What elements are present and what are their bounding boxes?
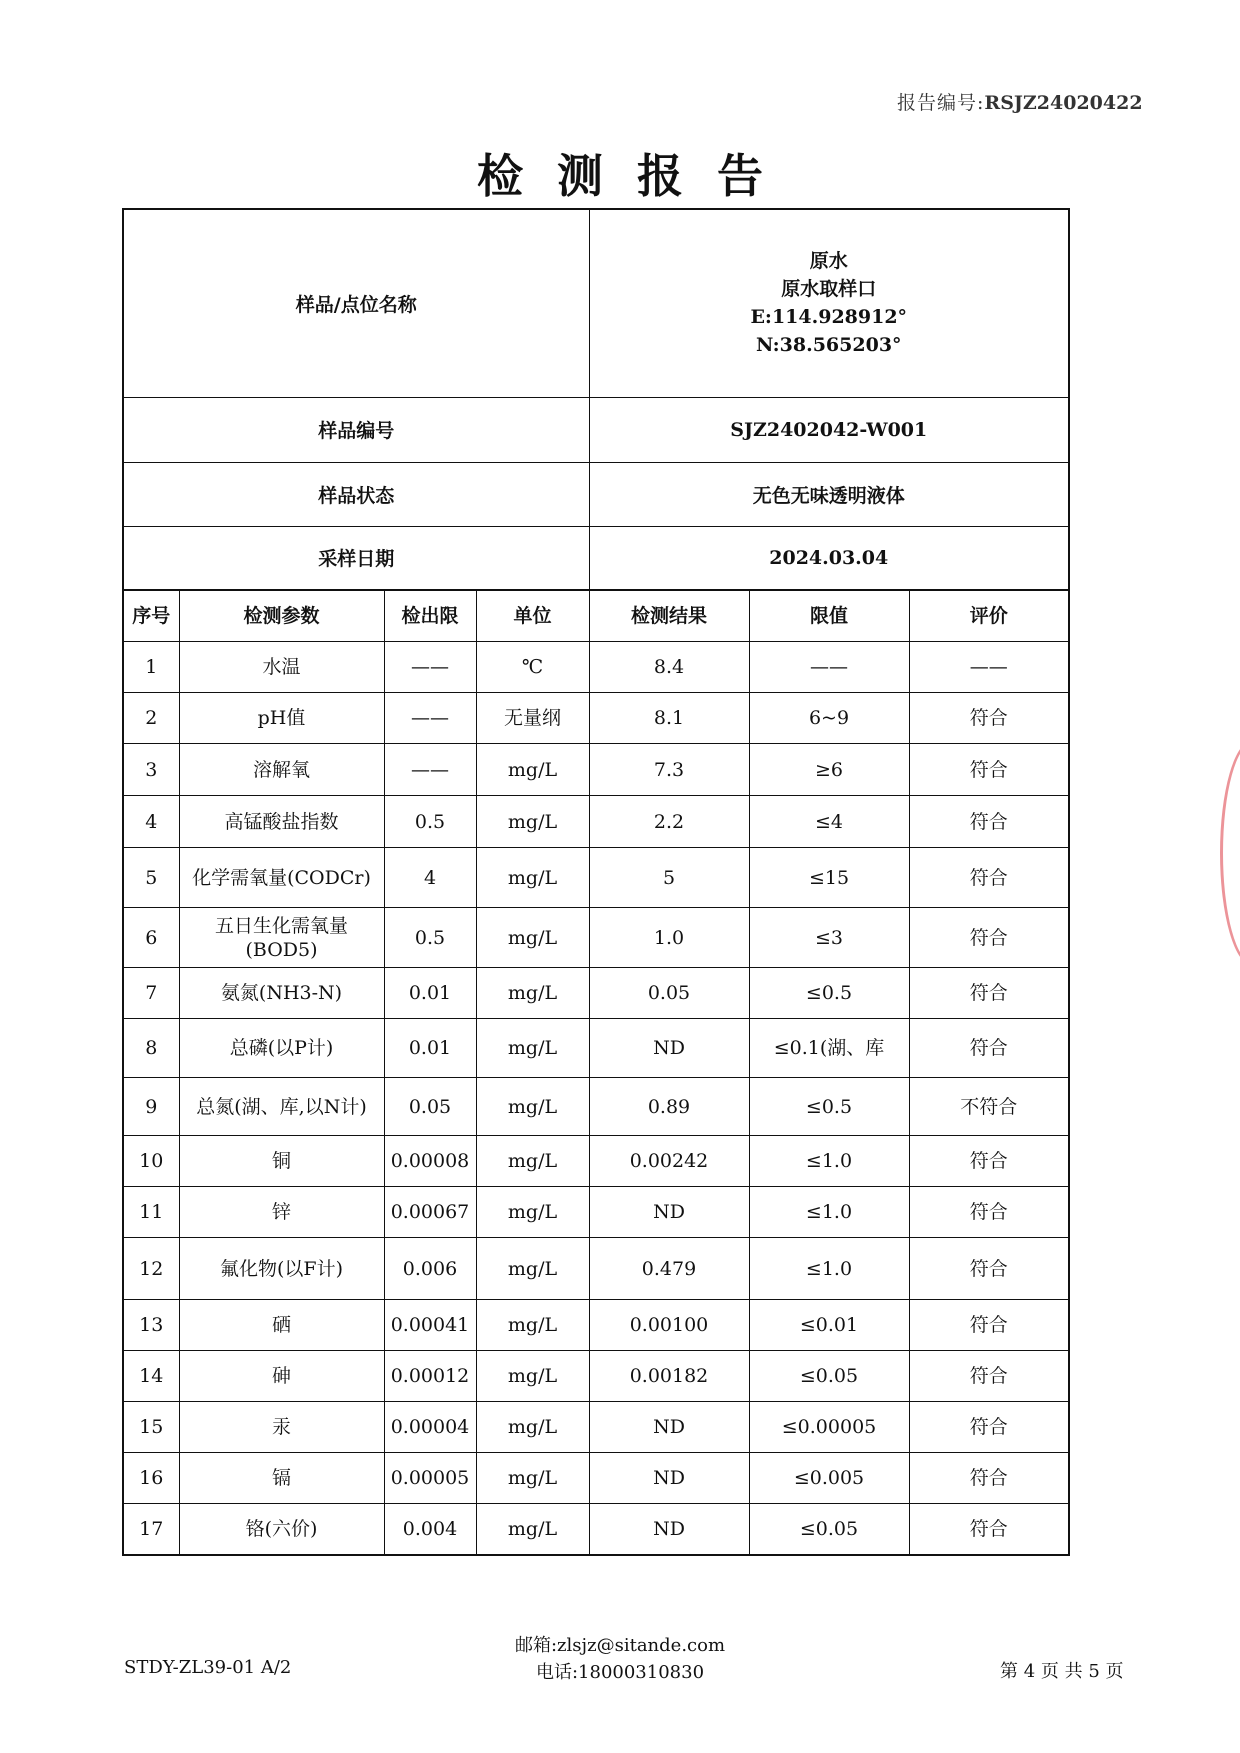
sample-name-line: N:38.565203° (755, 334, 902, 357)
table-cell: 氨氮(NH3-N) (179, 968, 384, 1019)
info-row-sampling-date (123, 526, 1069, 590)
table-cell: 17 (123, 1504, 179, 1555)
table-row (123, 1238, 1069, 1300)
email-label: 邮箱: (514, 1635, 558, 1656)
table-cell: 铜 (179, 1136, 384, 1187)
table-cell: 0.006 (384, 1238, 476, 1300)
table-cell: ND (589, 1187, 749, 1238)
table-cell: ≤0.00005 (749, 1402, 909, 1453)
table-cell: 0.00242 (589, 1136, 749, 1187)
table-cell: 符合 (909, 1019, 1069, 1078)
table-row (123, 693, 1069, 744)
column-header: 单位 (476, 590, 589, 642)
table-cell: mg/L (476, 1078, 589, 1136)
table-cell: ≤0.1(湖、库 (749, 1019, 909, 1078)
info-row-sample-id (123, 397, 1069, 462)
table-cell: 溶解氧 (179, 744, 384, 796)
table-cell: 8.4 (589, 642, 749, 693)
table-cell: mg/L (476, 1300, 589, 1351)
table-row (123, 1300, 1069, 1351)
table-row (123, 908, 1069, 968)
table-cell: 11 (123, 1187, 179, 1238)
table-cell: —— (384, 693, 476, 744)
table-cell: 6 (123, 908, 179, 968)
report-number-label: 报告编号: (897, 92, 985, 114)
table-cell: 无量纲 (476, 693, 589, 744)
table-cell: 0.00004 (384, 1402, 476, 1453)
table-cell: 2.2 (589, 796, 749, 848)
table-cell: 高锰酸盐指数 (179, 796, 384, 848)
table-cell: 符合 (909, 1351, 1069, 1402)
table-cell: 0.01 (384, 1019, 476, 1078)
table-cell: 0.00005 (384, 1453, 476, 1504)
table-cell: 铬(六价) (179, 1504, 384, 1555)
table-row (123, 796, 1069, 848)
table-cell: mg/L (476, 848, 589, 908)
sample-id-value: SJZ2402042-W001 (589, 397, 1069, 462)
table-row (123, 1453, 1069, 1504)
report-number (897, 88, 1143, 115)
table-cell: 0.479 (589, 1238, 749, 1300)
column-header: 检测参数 (179, 590, 384, 642)
table-row (123, 1504, 1069, 1555)
info-row-sample-name (123, 209, 1069, 397)
table-cell: 硒 (179, 1300, 384, 1351)
table-cell: 符合 (909, 1238, 1069, 1300)
table-cell: 5 (123, 848, 179, 908)
table-cell: mg/L (476, 1136, 589, 1187)
table-cell: ≤0.01 (749, 1300, 909, 1351)
column-header: 评价 (909, 590, 1069, 642)
table-cell: mg/L (476, 1019, 589, 1078)
table-cell: ≤3 (749, 908, 909, 968)
report-number-value: RSJZ24020422 (984, 92, 1143, 114)
table-cell: 1 (123, 642, 179, 693)
table-cell: 镉 (179, 1453, 384, 1504)
table-cell: 符合 (909, 848, 1069, 908)
sampling-date-label: 采样日期 (123, 526, 589, 590)
sample-name-line: E:114.928912° (750, 306, 908, 329)
sample-name-value (589, 209, 1069, 397)
table-cell: 8 (123, 1019, 179, 1078)
table-cell: 4 (123, 796, 179, 848)
table-cell: 0.00012 (384, 1351, 476, 1402)
parameters-table (122, 589, 1070, 1556)
table-row (123, 1019, 1069, 1078)
table-cell: 氟化物(以F计) (179, 1238, 384, 1300)
table-cell: 0.00041 (384, 1300, 476, 1351)
table-cell: 14 (123, 1351, 179, 1402)
table-cell: 0.00182 (589, 1351, 749, 1402)
column-header: 检测结果 (589, 590, 749, 642)
table-cell: mg/L (476, 796, 589, 848)
table-row (123, 1187, 1069, 1238)
table-cell: 五日生化需氧量(BOD5) (179, 908, 384, 968)
table-cell: 总磷(以P计) (179, 1019, 384, 1078)
table-cell: ND (589, 1453, 749, 1504)
table-row (123, 744, 1069, 796)
table-cell: 1.0 (589, 908, 749, 968)
table-cell: 0.5 (384, 908, 476, 968)
table-cell: 符合 (909, 693, 1069, 744)
table-cell: 15 (123, 1402, 179, 1453)
table-cell: 符合 (909, 1402, 1069, 1453)
table-header-row (123, 590, 1069, 642)
page-title: 检测报告 (477, 149, 797, 203)
sampling-date-value: 2024.03.04 (589, 526, 1069, 590)
table-cell: ND (589, 1504, 749, 1555)
table-cell: 5 (589, 848, 749, 908)
table-cell: 锌 (179, 1187, 384, 1238)
sample-name-line: 原水 (809, 250, 848, 273)
table-cell: —— (384, 642, 476, 693)
table-cell: 符合 (909, 796, 1069, 848)
table-cell: 13 (123, 1300, 179, 1351)
table-cell: mg/L (476, 908, 589, 968)
table-cell: 符合 (909, 1504, 1069, 1555)
column-header: 序号 (123, 590, 179, 642)
table-cell: mg/L (476, 968, 589, 1019)
table-cell: ≤15 (749, 848, 909, 908)
table-row (123, 968, 1069, 1019)
table-cell: pH值 (179, 693, 384, 744)
table-cell: 0.01 (384, 968, 476, 1019)
sample-name-label: 样品/点位名称 (123, 209, 589, 397)
table-cell: 10 (123, 1136, 179, 1187)
table-cell: 符合 (909, 1136, 1069, 1187)
table-cell: 符合 (909, 1187, 1069, 1238)
page-number: 第 4 页 共 5 页 (1000, 1661, 1124, 1682)
table-cell: ≤1.0 (749, 1187, 909, 1238)
table-cell: 16 (123, 1453, 179, 1504)
table-cell: ℃ (476, 642, 589, 693)
table-row (123, 1351, 1069, 1402)
column-header: 检出限 (384, 590, 476, 642)
table-cell: 0.004 (384, 1504, 476, 1555)
table-cell: 0.05 (384, 1078, 476, 1136)
sample-id-label: 样品编号 (123, 397, 589, 462)
table-cell: mg/L (476, 1402, 589, 1453)
table-cell: 8.1 (589, 693, 749, 744)
table-cell: 7.3 (589, 744, 749, 796)
table-cell: 符合 (909, 908, 1069, 968)
table-cell: —— (749, 642, 909, 693)
table-cell: 12 (123, 1238, 179, 1300)
table-cell: ≤0.5 (749, 1078, 909, 1136)
phone-label: 电话: (535, 1662, 579, 1683)
table-cell: 4 (384, 848, 476, 908)
table-cell: 3 (123, 744, 179, 796)
table-cell: 7 (123, 968, 179, 1019)
table-cell: 0.00008 (384, 1136, 476, 1187)
table-cell: 0.00100 (589, 1300, 749, 1351)
table-cell: ND (589, 1019, 749, 1078)
email-line (0, 1632, 1240, 1659)
sample-info-table (122, 208, 1070, 591)
table-cell: mg/L (476, 1238, 589, 1300)
table-cell: 砷 (179, 1351, 384, 1402)
table-cell: 不符合 (909, 1078, 1069, 1136)
email-value: zlsjz@sitande.com (557, 1635, 726, 1656)
column-header: 限值 (749, 590, 909, 642)
table-cell: ≤1.0 (749, 1238, 909, 1300)
info-row-sample-state (123, 462, 1069, 526)
table-cell: 2 (123, 693, 179, 744)
table-row (123, 642, 1069, 693)
table-cell: 0.00067 (384, 1187, 476, 1238)
table-cell: mg/L (476, 1351, 589, 1402)
table-row (123, 848, 1069, 908)
table-cell: mg/L (476, 1504, 589, 1555)
sample-name-line: 原水取样口 (781, 278, 877, 301)
table-cell: ≤1.0 (749, 1136, 909, 1187)
table-cell: mg/L (476, 1187, 589, 1238)
table-cell: mg/L (476, 1453, 589, 1504)
table-row (123, 1402, 1069, 1453)
table-cell: 0.5 (384, 796, 476, 848)
table-cell: ≤0.05 (749, 1351, 909, 1402)
table-cell: —— (909, 642, 1069, 693)
seal-stamp (1220, 740, 1240, 966)
table-cell: 总氮(湖、库,以N计) (179, 1078, 384, 1136)
table-cell: ≤0.005 (749, 1453, 909, 1504)
table-cell: ≤0.05 (749, 1504, 909, 1555)
table-cell: 符合 (909, 1453, 1069, 1504)
table-cell: mg/L (476, 744, 589, 796)
phone-value: 18000310830 (578, 1662, 705, 1683)
table-cell: 符合 (909, 1300, 1069, 1351)
table-cell: 化学需氧量(CODCr) (179, 848, 384, 908)
sample-state-value: 无色无味透明液体 (589, 462, 1069, 526)
document-code: STDY-ZL39-01 A/2 (124, 1657, 292, 1678)
table-cell: ≤0.5 (749, 968, 909, 1019)
table-cell: 9 (123, 1078, 179, 1136)
table-cell: ≥6 (749, 744, 909, 796)
table-cell: 汞 (179, 1402, 384, 1453)
table-cell: ≤4 (749, 796, 909, 848)
table-row (123, 1078, 1069, 1136)
table-row (123, 1136, 1069, 1187)
table-cell: 符合 (909, 968, 1069, 1019)
table-cell: 水温 (179, 642, 384, 693)
table-cell: ND (589, 1402, 749, 1453)
table-cell: 符合 (909, 744, 1069, 796)
table-cell: 0.05 (589, 968, 749, 1019)
sample-state-label: 样品状态 (123, 462, 589, 526)
table-cell: 0.89 (589, 1078, 749, 1136)
table-cell: 6~9 (749, 693, 909, 744)
table-cell: —— (384, 744, 476, 796)
